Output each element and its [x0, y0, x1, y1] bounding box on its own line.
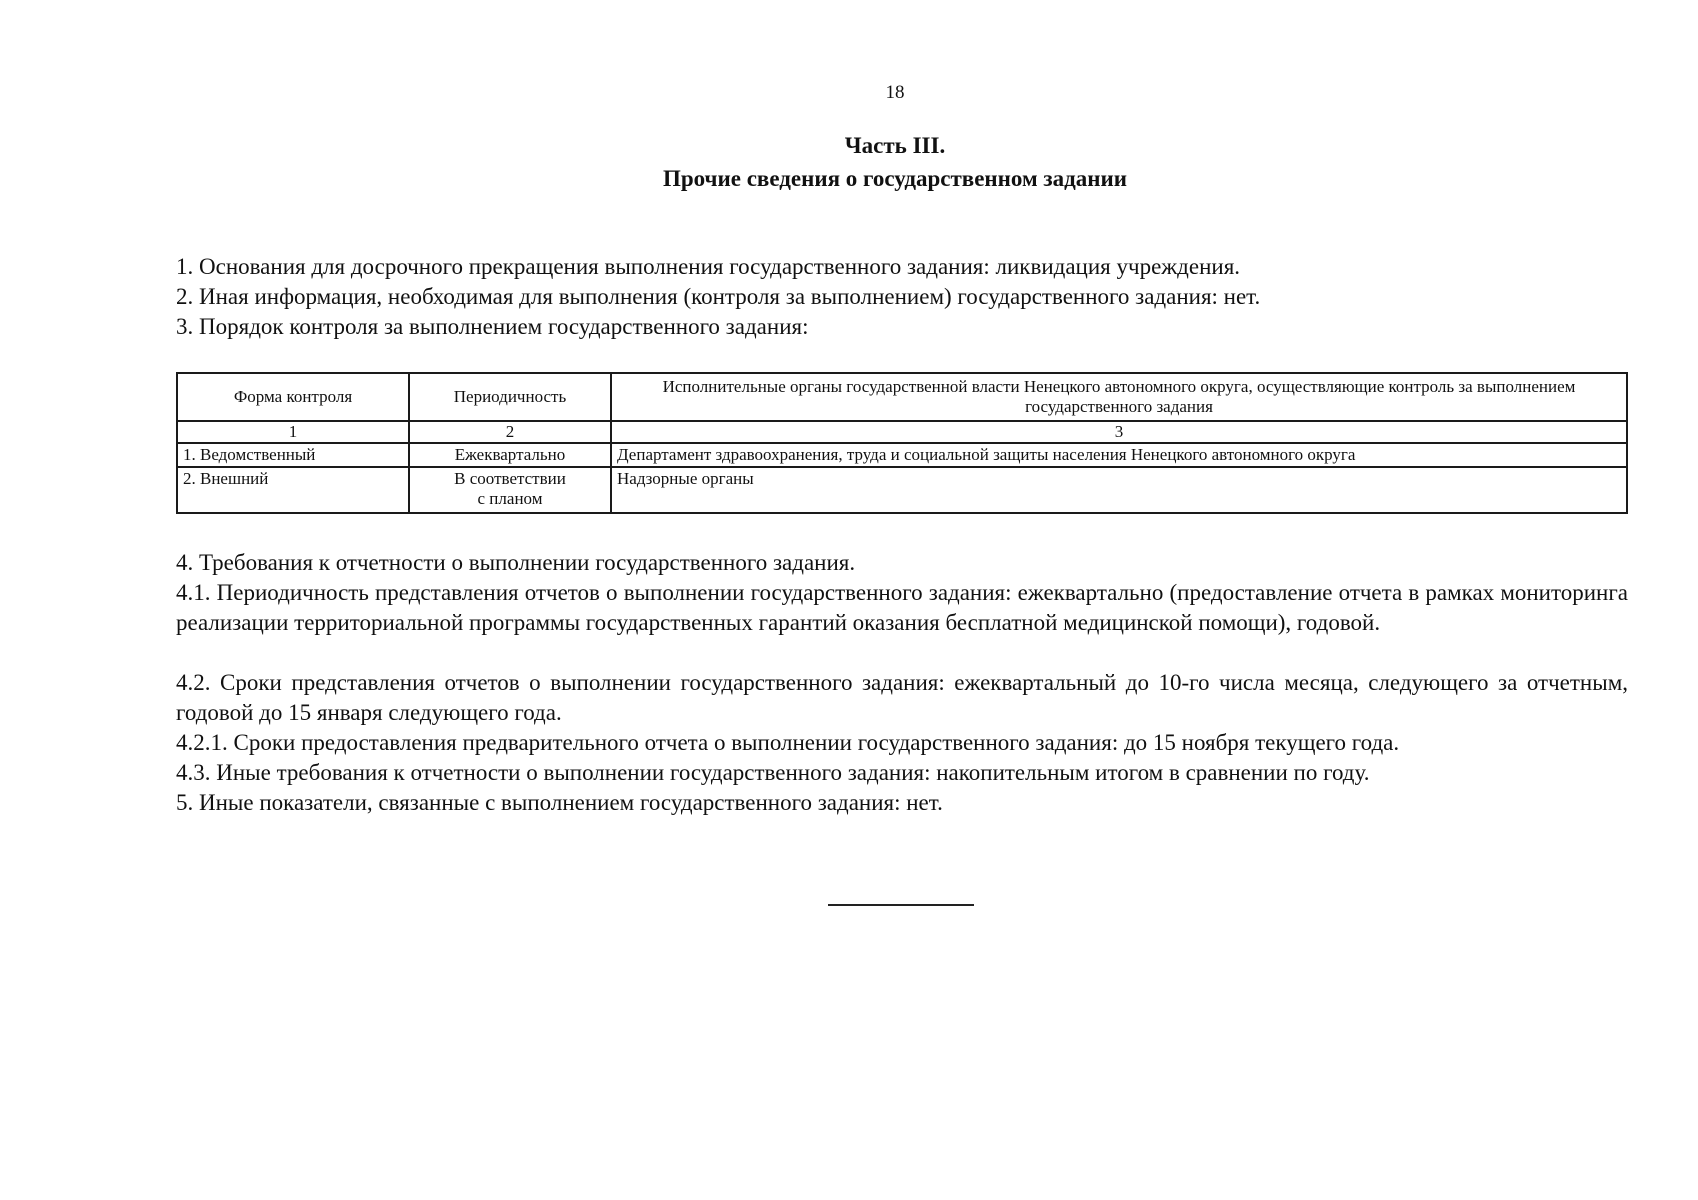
column-number: 2: [409, 421, 611, 443]
closing-rule: [828, 904, 974, 906]
paragraph-1: 1. Основания для досрочного прекращения выполнения государственного задания: ликвидация учреждения.: [176, 254, 1241, 279]
paragraph-3: 3. Порядок контроля за выполнением государственного задания:: [176, 314, 809, 339]
table-row: [177, 443, 1627, 467]
paragraph-4-2: 4.2. Сроки представления отчетов о выполнении государственного задания: ежеквартальный до 10-го числа месяца, следующего за отчетным, годовой до 15 января следующего года.: [176, 670, 1628, 725]
paragraph-4-2-1: 4.2.1. Сроки предоставления предварительного отчета о выполнении государственного задания: до 15 ноября текущего года.: [176, 730, 1400, 755]
column-number: 3: [611, 421, 1627, 443]
cell-authority: Департамент здравоохранения, труда и социальной защиты населения Ненецкого автономного округа: [611, 443, 1627, 467]
control-table: [176, 372, 1628, 514]
paragraph-4-3: 4.3. Иные требования к отчетности о выполнении государственного задания: накопительным итогом в сравнении по году.: [176, 760, 1370, 785]
cell-form: 1. Ведомственный: [177, 443, 409, 467]
paragraph-5: 5. Иные показатели, связанные с выполнением государственного задания: нет.: [176, 790, 943, 815]
header-periodicity: Периодичность: [409, 373, 611, 421]
table-header-row: [177, 373, 1627, 421]
paragraph-4-1: 4.1. Периодичность представления отчетов о выполнении государственного задания: ежеквартально (предоставление отчета в рамках мониторинга реализации территориальной программы государственных гарантий оказания бесплатной медицинской помощи), годовой.: [176, 580, 1628, 635]
table-number-row: [177, 421, 1627, 443]
cell-period: Ежеквартально: [409, 443, 611, 467]
cell-period: В соответствии с планом: [409, 467, 611, 513]
header-control-form: Форма контроля: [177, 373, 409, 421]
part-heading: Часть III.: [844, 133, 946, 158]
cell-form: 2. Внешний: [177, 467, 409, 513]
table-row: [177, 467, 1627, 513]
cell-authority: Надзорные органы: [611, 467, 1627, 513]
page-number: 18: [885, 82, 905, 103]
paragraph-2: 2. Иная информация, необходимая для выполнения (контроля за выполнением) государственного задания: нет.: [176, 284, 1261, 309]
section-title: Прочие сведения о государственном задании: [662, 166, 1128, 191]
header-authorities: Исполнительные органы государственной власти Ненецкого автономного округа, осуществляющие контроль за выполнением государственного задания: [611, 373, 1627, 421]
paragraph-4: 4. Требования к отчетности о выполнении государственного задания.: [176, 550, 856, 575]
column-number: 1: [177, 421, 409, 443]
